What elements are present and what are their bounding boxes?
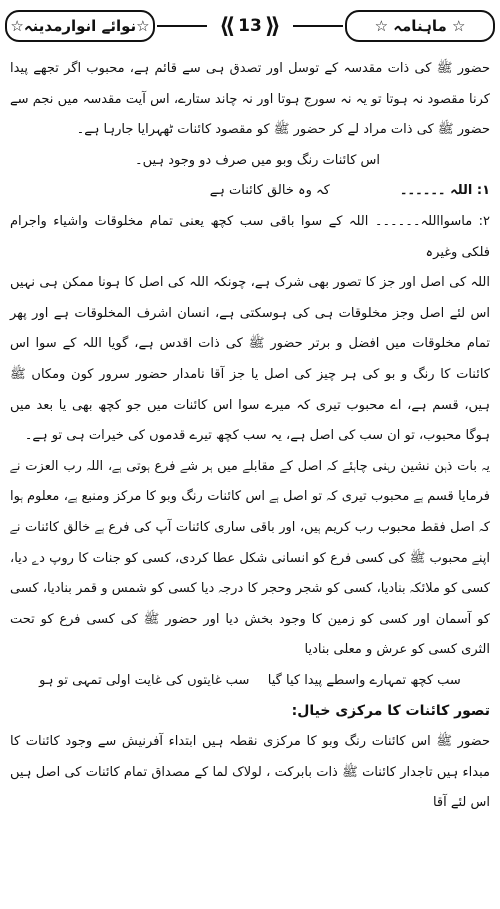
paragraph-3: اللہ کی اصل اور جز کا تصور بھی شرک ہے، چونکہ اللہ کی اصل کا ہونا ممکن ہی نہیں اس لئے اصل وجز مخلوقات ہی کی ہوسکتی ہے، انسان اشرف المخلوقات ہے اور پھر تمام مخلوقات میں افضل و برتر حضور ﷺ کی ذات اقدس ہے، گویا اللہ کے سوا اس کائنات کا رنگ و بو کی ہر چیز کی اصل یا جز آقا نامدار حضور سرور کون ومکاں ﷺ ہیں، قسم ہے، اے محبوب تیری کہ میرے سوا اس کائنات میں جو کچھ بھی یا بعد میں ہوگا محبوب، تو ان سب کی اصل ہے، یہ سب کچھ تیرے قدموں کی خیرات ہی تو ہے۔: [10, 275, 490, 444]
section-heading: تصور کائنات کا مرکزی خیال:: [291, 703, 490, 720]
article-body: [10, 54, 490, 819]
paragraph-2: اس کائنات رنگ وبو میں صرف دو وجود ہیں۔: [135, 152, 380, 168]
paragraph-5: حضور ﷺ اس کائنات رنگ وبو کا مرکزی نقطہ ہیں ابتداء آفرنیش سے وجود کائنات کا مبداء ہیں تاجدار کائنات ﷺ ذات بابرکت ، لولاک لما کے مصداق تمام کائنات کی اصل ہیں اس لئے آقا: [10, 734, 490, 811]
verse-couplet: [10, 666, 490, 697]
magazine-title-box: [345, 10, 495, 42]
page-number: 13: [238, 16, 262, 36]
magazine-title: ☆ ماہنامہ ☆: [374, 17, 466, 35]
verse-right: سب کچھ تمہارے واسطے پیدا کیا گیا: [267, 672, 461, 688]
publication-name-box: [5, 10, 155, 42]
definition-1-text: کہ وہ خالق کائنات ہے: [209, 183, 330, 199]
paragraph-1: حضور ﷺ کی ذات مقدسہ کے توسل اور تصدق ہی سے قائم ہے، محبوب اگر تجھے پیدا کرنا مقصود نہ ہوتا تو یہ نہ سورج ہوتا اور نہ چاند ستارے، اس آیت مقدسہ میں نجم سے حضور ﷺ کی ذات مراد لے کر حضور ﷺ کو مقصود کائنات ٹھہرایا جارہا ہے۔: [10, 61, 490, 138]
header-rule-right: [293, 25, 343, 27]
definition-1-label: ۱: اللہ ۔۔۔۔۔۔: [399, 183, 490, 199]
page-number-badge: [207, 8, 293, 44]
ornament-right-icon: ⟫: [264, 13, 281, 39]
page-header: [5, 6, 495, 46]
definition-2: ۲: ماسوااللہ۔۔۔۔۔۔ اللہ کے سوا باقی سب کچھ یعنی تمام مخلوقات واشیاء واجرام فلکی وغیرہ: [10, 213, 490, 260]
header-rule-left: [157, 25, 207, 27]
ornament-left-icon: ⟪: [219, 13, 236, 39]
publication-name: ☆نوائے انوارمدینہ☆: [10, 17, 150, 35]
verse-left: سب غایتوں کی غایت اولی تمہی تو ہو: [39, 672, 250, 688]
definition-1: [10, 176, 490, 207]
paragraph-4: یہ بات ذہن نشین رہنی چاہئے کہ اصل کے مقابلے میں ہر شے فرع ہوتی ہے، اللہ رب العزت نے فرمایا قسم ہے محبوب تیری کہ تو اصل ہے اس کائنات رنگ وبو کا مرکز ومنبع ہے، معلوم ہوا کہ اصل فقط محبوب رب کریم ہیں، اور باقی ساری کائنات آپ کی فرع ہے خالق کائنات نے اپنے محبوب ﷺ کی کسی فرع کو انسانی شکل عطا کردی، کسی کو جنات کا روپ دے دیا، کسی کو ملائکہ بنادیا، کسی کو شجر وحجر کا درجہ دیا کسی کو شمس و قمر بنادیا، کسی کو آسمان اور کسی کو زمین کا وجود بخش دیا اور حضور ﷺ کی کسی فرع کو تحت الثری کسی کو عرش و معلی بنادیا: [10, 458, 490, 658]
